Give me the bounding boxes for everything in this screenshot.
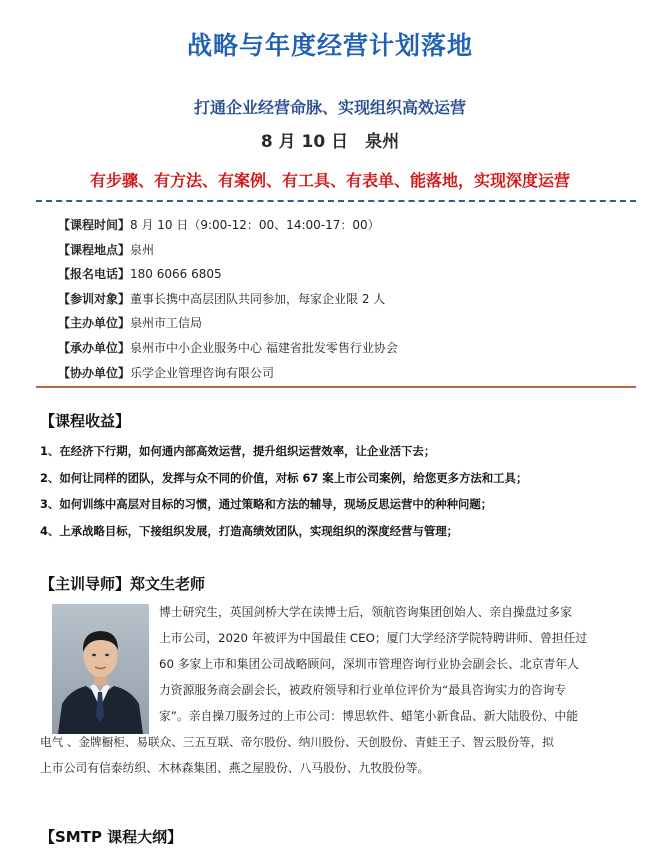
benefit-item: 2、如何让同样的团队，发挥与众不同的价值，对标 67 案上市公司案例，给您更多方法和工具； xyxy=(40,470,528,485)
bio-line: 家”。亲自操刀服务过的上市公司：博思软件、蜡笔小新食品、新大陆股份、中能 xyxy=(159,709,579,723)
info-row-co-organizer xyxy=(58,361,638,386)
info-key: 【参训对象】 xyxy=(58,291,131,306)
date-location: 8 月 10 日 泉州 xyxy=(260,132,400,152)
info-row-host xyxy=(58,311,638,336)
info-row-time xyxy=(58,213,638,238)
outline-heading: 【SMTP 课程大纲】 xyxy=(40,828,183,846)
info-value: 8 月 10 日（9:00-12：00、14:00-17：00） xyxy=(130,218,380,232)
slogan: 有步骤、有方法、有案例、有工具、有表单、能落地，实现深度运营 xyxy=(89,171,570,190)
benefits-heading: 【课程收益】 xyxy=(40,412,131,430)
bio-line: 电气 、金牌橱柜、易联众、三五互联、帝尔股份、纳川股份、天创股份、青蛙王子、智云股份等，拟 xyxy=(40,735,554,749)
benefits-list xyxy=(40,438,640,544)
page-subtitle: 打通企业经营命脉、实现组织高效运营 xyxy=(193,98,466,117)
bio-line: 上市公司有信泰纺织、木林森集团、燕之屋股份、八马股份、九牧股份等。 xyxy=(40,761,430,775)
teacher-heading: 【主训导师】郑文生老师 xyxy=(40,575,206,593)
info-row-audience xyxy=(58,287,638,312)
info-value: 泉州市中小企业服务中心 福建省批发零售行业协会 xyxy=(130,340,398,355)
benefit-item: 4、上承战略目标，下接组织发展，打造高绩效团队，实现组织的深度经营与管理； xyxy=(40,523,458,538)
benefit-item: 3、如何训练中高层对目标的习惯，通过策略和方法的辅导，现场反思运营中的种种问题； xyxy=(40,497,493,512)
portrait-image xyxy=(52,604,149,734)
info-row-location xyxy=(58,238,638,263)
info-value: 泉州市工信局 xyxy=(130,316,203,331)
bio-line: 60 多家上市和集团公司战略顾问，深圳市管理咨询行业协会副会长、北京青年人 xyxy=(159,657,579,671)
page-title: 战略与年度经营计划落地 xyxy=(186,31,473,60)
info-key: 【课程时间】 xyxy=(58,218,131,232)
info-key: 【承办单位】 xyxy=(58,340,131,355)
bio-line: 上市公司，2020 年被评为中国最佳 CEO；厦门大学经济学院特聘讲师、曾担任过 xyxy=(159,631,588,645)
info-key: 【课程地点】 xyxy=(58,242,131,257)
info-value: 泉州 xyxy=(130,242,155,257)
teacher-photo xyxy=(52,604,149,734)
info-key: 【报名电话】 xyxy=(58,267,131,282)
section-divider xyxy=(36,386,636,388)
info-value: 180 6066 6805 xyxy=(130,267,222,282)
info-row-phone xyxy=(58,262,638,287)
info-key: 【主办单位】 xyxy=(58,316,131,331)
info-value: 乐学企业管理咨询有限公司 xyxy=(130,365,275,380)
benefit-item: 1、在经济下行期，如何通内部高效运营，提升组织运营效率，让企业活下去； xyxy=(40,444,436,458)
info-key: 【协办单位】 xyxy=(58,365,131,380)
dashed-divider xyxy=(36,200,636,202)
bio-line: 博士研究生，英国剑桥大学在读博士后，领航咨询集团创始人、亲自操盘过多家 xyxy=(159,605,572,619)
bio-line: 力资源服务商会副会长，被政府领导和行业单位评价为“最具咨询实力的咨询专 xyxy=(159,683,567,697)
info-value: 董事长携中高层团队共同参加，每家企业限 2 人 xyxy=(130,291,386,306)
course-info xyxy=(58,213,638,385)
info-row-organizer xyxy=(58,336,638,361)
